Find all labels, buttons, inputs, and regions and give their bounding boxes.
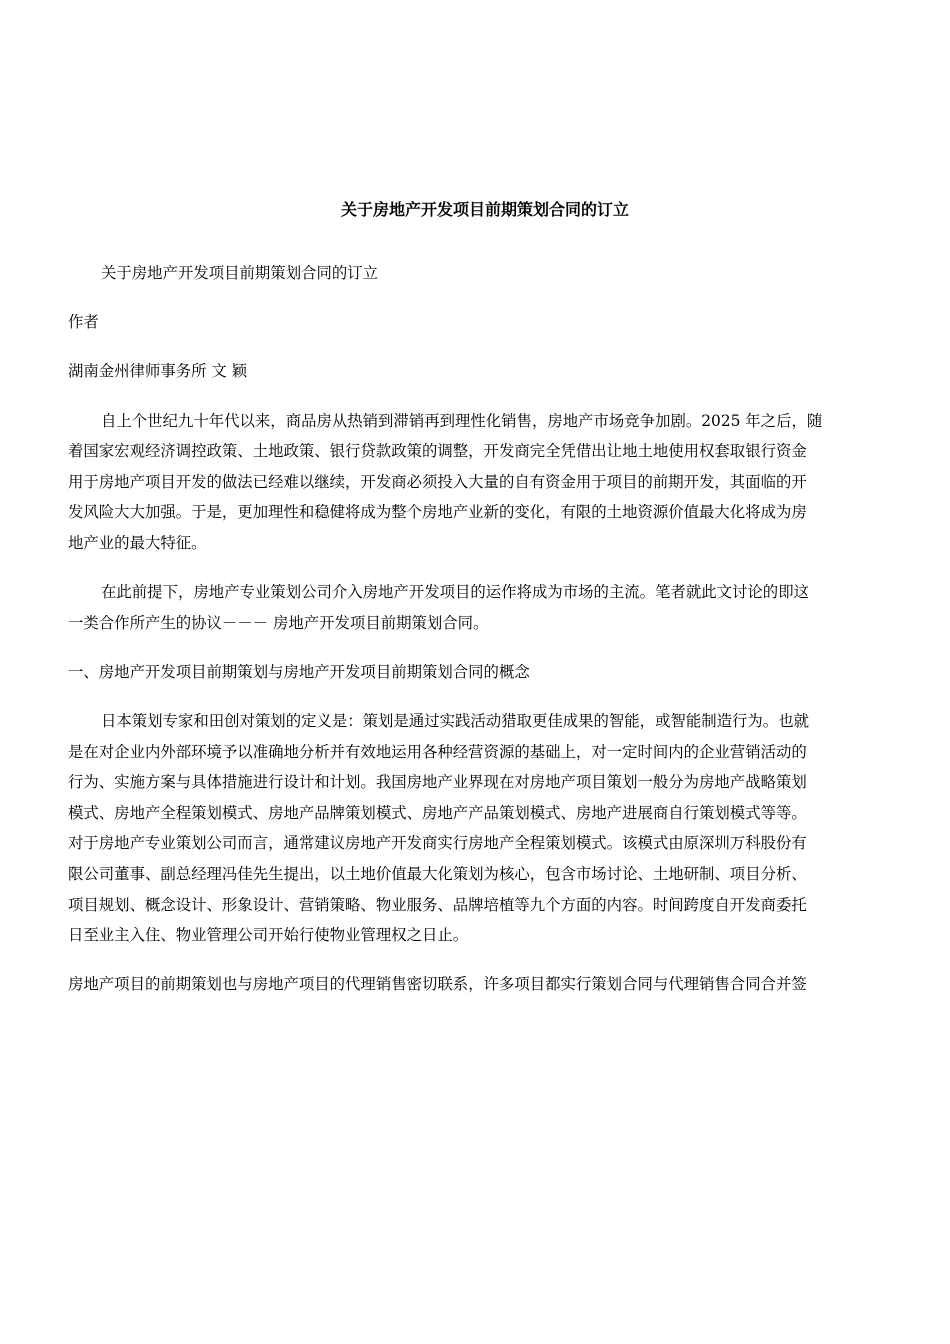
document-body (68, 258, 880, 1000)
paragraph-premise (68, 577, 880, 638)
paragraph-definition (68, 706, 880, 951)
paragraph-line: 对于房地产专业策划公司而言，通常建议房地产开发商实行房地产全程策划模式。该模式由原深圳万科股份有 (68, 834, 807, 853)
paragraph-line: 一类合作所产生的协议－－－ 房地产开发项目前期策划合同。 (68, 613, 489, 632)
paragraph-line: 着国家宏观经济调控政策、土地政策、银行贷款政策的调整，开发商完全凭借出让地土地使用权套取银行资金 (68, 442, 807, 461)
paragraph-line: 是在对企业内外部环境予以准确地分析并有效地运用各种经营资源的基础上，对一定时间内的企业营销活动的 (68, 742, 807, 761)
paragraph-line: 用于房地产项目开发的做法已经难以继续，开发商必须投入大量的自有资金用于项目的前期开发，其面临的开 (68, 472, 807, 491)
author-label: 作者 (68, 313, 99, 332)
paragraph-line: 日至业主入住、物业管理公司开始行使物业管理权之日止。 (68, 926, 469, 945)
section-heading-1: 一、房地产开发项目前期策划与房地产开发项目前期策划合同的概念 (68, 662, 530, 681)
paragraph-line: 行为、实施方案与具体措施进行设计和计划。我国房地产业界现在对房地产项目策划一般分为房地产战略策划 (68, 773, 807, 792)
paragraph-line: 地产业的最大特征。 (68, 533, 207, 552)
paragraph-line: 限公司董事、副总经理冯佳先生提出，以土地价值最大化策划为核心，包含市场讨论、土地研制、项目分析、 (68, 865, 807, 884)
paragraph-agency (68, 969, 880, 1000)
author-affiliation: 湖南金州律师事务所 文 颖 (68, 362, 248, 381)
paragraph-intro (68, 406, 880, 559)
paragraph-line: 模式、房地产全程策划模式、房地产品牌策划模式、房地产产品策划模式、房地产进展商自行策划模式等等。 (68, 803, 807, 822)
paragraph-line: 自上个世纪九十年代以来，商品房从热销到滞销再到理性化销售，房地产市场竞争加剧。2025 年之后，随 (101, 411, 823, 430)
paragraph-line: 项目规划、概念设计、形象设计、营销策略、物业服务、品牌培植等九个方面的内容。时间跨度自开发商委托 (68, 895, 807, 914)
paragraph-line: 房地产项目的前期策划也与房地产项目的代理销售密切联系，许多项目都实行策划合同与代理销售合同合并签 (68, 975, 807, 994)
subtitle-line: 关于房地产开发项目前期策划合同的订立 (101, 264, 379, 282)
paragraph-line: 日本策划专家和田创对策划的定义是：策划是通过实践活动猎取更佳成果的智能，或智能制造行为。也就 (101, 712, 809, 731)
document-title: 关于房地产开发项目前期策划合同的订立 (340, 200, 629, 219)
paragraph-line: 发风险大大加强。于是，更加理性和稳健将成为整个房地产业新的变化，有限的土地资源价值最大化将成为房 (68, 503, 807, 522)
paragraph-line: 在此前提下，房地产专业策划公司介入房地产开发项目的运作将成为市场的主流。笔者就此文讨论的即这 (101, 583, 809, 602)
